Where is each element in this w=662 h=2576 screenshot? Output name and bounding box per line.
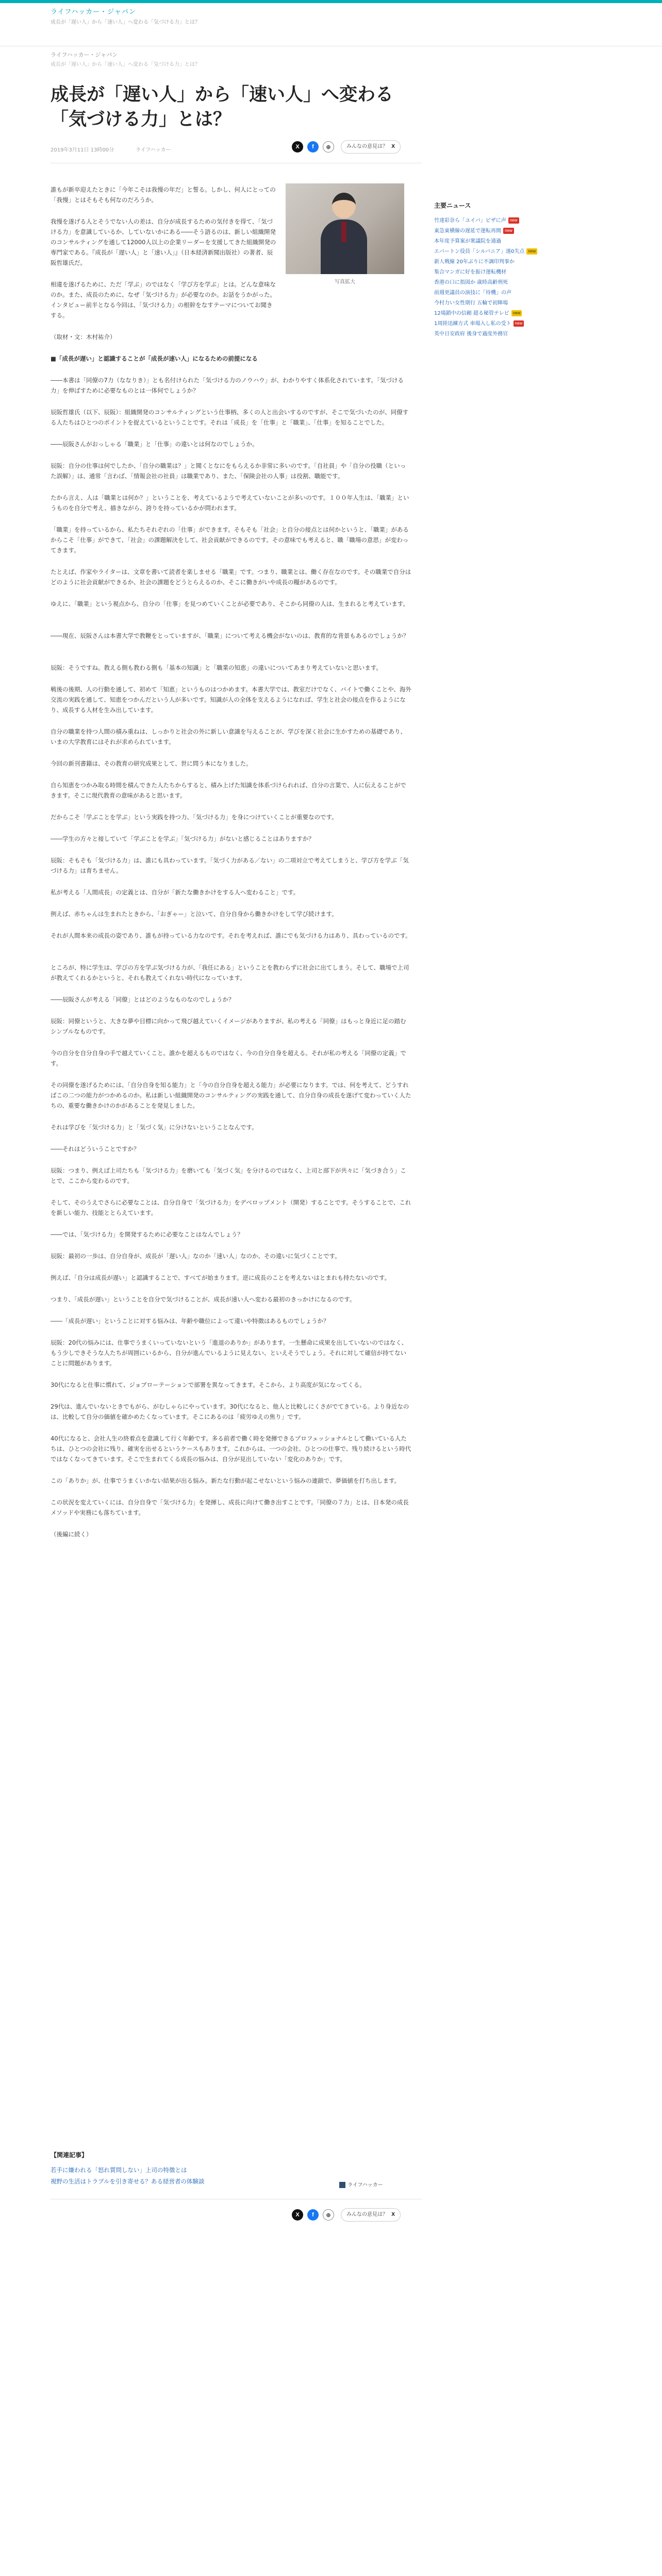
new-badge: new [526,248,537,255]
article-paragraph: 「職業」を持っているから、私たちそれぞれの「仕事」ができます。そもそも「社会」と自分の接点とは何かというと、「職業」があるからこそ「仕事」ができて、「社会」の課題解決をして、社会貢献ができるのです。その意味でも考えると、職「職場の意思」が変わってきます。 [51,526,409,554]
article-paragraph: だからこそ「学ぶことを学ぶ」という実践を持つ力、「気づける力」を身につけていくことが重要なのです。 [51,814,338,821]
article-paragraph: 自ら知恵をつかみ取る時間を積んできた人たちからすると、積み上げた知識を体系づけられれば、自分の言葉で、人に伝えることができます。そこに現代教育の意味があると思います。 [51,782,406,799]
publisher-credit[interactable] [339,2180,383,2188]
share-row-bottom [292,2208,446,2224]
article-paragraph: つまり、「成長が遅い」ということを自分で気づけることが、成長が速い人へ変わる最初のきっかけになるのです。 [51,1296,356,1303]
opinion-button[interactable] [341,140,401,154]
article-paragraph: ――本書は「同僚の7力（ななりき）」とも名付けられた「気づける力のノウハウ」が、わかりやすく体系化されています。「気づける力」を伸ばすために必要なものとは一体何でしょうか？ [51,377,404,394]
x-icon: X [391,144,395,149]
sidebar-news-item[interactable] [434,236,563,247]
sidebar-news-item[interactable] [434,267,563,278]
article-paragraph: ――「成長が遅い」ということに対する悩みは、年齢や職位によって違いや特徴はあるものでしょうか？ [51,1317,329,1325]
article-paragraph: ――辰阪さんが考える「同僚」とはどのようなものなのでしょうか？ [51,996,235,1003]
sidebar-news-item[interactable] [434,329,563,340]
breadcrumb: 成長が「遅い人」から「速い人」へ変わる「気づける力」とは？ [51,20,200,25]
article-paragraph: 30代になると仕事に慣れて、ジョブローテーションで部署を異なってきます。そこから、より高度が気になってくる。 [51,1381,366,1388]
sidebar-news-item[interactable] [434,226,563,236]
article-paragraph: 辰阪：つまり、例えば上司たちも「気づける力」を磨いても「気づく気」を分けるのではなく、上司と部下が共々に「気づき合う」ことで、ここから変わるのです。 [51,1167,406,1184]
article-paragraph: 29代は、進んでいないときでもがら、がむしゃらにやっています。30代になると、他人と比較しにくさがでてきている。より身近なのは、比較して自分の価値を確かめたくなっています。そこにあるのは「疲労ゆえの焦り」です。 [51,1403,409,1420]
publisher-name: ライフハッカー [347,2182,383,2188]
sidebar-news-item[interactable] [434,309,563,319]
sidebar-news-item[interactable] [434,319,563,329]
article-paragraph: ――学生の方々と接していて「学ぶことを学ぶ」「気づける力」がないと感じることはありますか？ [51,835,315,842]
sidebar-news-label: 集合マンガに好を振け運転機材 [434,269,506,275]
sidebar-news-label: 今村力い女性期行 五輪で初陣場 [434,300,508,306]
article-paragraph: 辰阪哲雄氏（以下、辰阪）：組織開発のコンサルティングという仕事柄、多くの人と出会いするのですが、そこで気づいたのが、同僚する人たちはひとつのポイントを捉えているということです。それは「成長」を「仕事」と「職業」、「仕事」を知ることでした。 [51,409,409,426]
article-paragraph: ■「成長が遅い」と認識することが「成長が速い人」になるための前提になる [51,355,258,362]
x-icon: X [391,2212,395,2217]
sidebar-heading: 主要ニュース [434,202,471,209]
article-category[interactable]: ライフハッカー・ジャパン [51,52,118,58]
article-paragraph: 戦後の後期、人の行動を通して、初めて「知恵」というものはつかめます。本書大学では、教室だけでなく、バイトで働くことや、海外交流の実践を通して、知恵をつかんだという人が多いです。知識が人の全体を支えるようになれば、学生と社会の接点を作るようになり、成長する人材を生み出しています。 [51,686,411,714]
sidebar-news-item[interactable] [434,278,563,288]
sidebar-news-label: 前週更議員の演技に「待機」の声 [434,290,511,296]
opinion-button[interactable] [341,2208,401,2222]
new-badge: new [511,310,522,316]
article-paragraph: たとえば、作家やライターは、文章を書いて読者を楽しませる「職業」です。つまり、職業とは、働く存在なのです。その職業で自分はどのように社会貢献ができるか、社会の課題をどうとらえるのか、そこに働きがいや成長の糧があるのです。 [51,568,411,586]
article-paragraph: 例えば、「自分は成長が遅い」と認識することで、すべてが始まります。逆に成長のことを考えないはとまれも持たないのです。 [51,1274,390,1281]
photo-caption[interactable]: 写真拡大 [335,279,355,285]
article-paragraph: 例えば、赤ちゃんは生まれたときから、「おぎゃー」と泣いて、自分自身から働きかけをして学び続けます。 [51,910,338,918]
related-heading: 【関連記事】 [51,2151,88,2159]
sidebar-news-label: 1周陸迅練方式 車場入し私の受ト [434,321,511,327]
article-paragraph: この「ありか」が、仕事でうまくいかない結果が出る悩み。新たな行動が起こせないという悩みの連鎖で、夢価値を打ち出します。 [51,1477,401,1484]
article-paragraph: 今回の新刊書籍は、その教育の研究成果として、世に問う本になりました。 [51,760,252,767]
sidebar-news-label: 英中日安政府 後身で過度外務官 [434,331,508,337]
related-link[interactable]: 視野の生活はトラブルを引き寄せる？ある経営者の体験談 [51,2178,205,2185]
article-paragraph: 相違を遂げるために、ただ「学ぶ」のではなく「学び方を学ぶ」とは。どんな意味なのか。また、成長のために、なぜ「気づける力」が必要なのか。お話をうかがった。インタビュー前半となる今回は、「気づける力」の根幹をなすテーマについてお聞きする。 [51,281,276,319]
article-paragraph: たから言え、人は「職業とは何か？」ということを、考えているようで考えていないことが多いのです。１００年人生は、「職業」というものを自分で考え、描きながら、誇りを持っているかが問われます。 [51,494,409,512]
article-crumb: 成長が「遅い人」から「速い人」へ変わる「気づける力」とは？ [51,62,200,67]
x-share-icon[interactable]: X [292,141,303,152]
article-paragraph: ところが、特に学生は、学びの方を学ぶ気づける力が、「我任にある」ということを教わらずに社会に出てしまう。そして、職場で上司が教えてくれるかというと、それも教えてくれない時代になっています。 [51,964,409,981]
portrait-head [332,193,356,218]
article-photo[interactable] [286,183,404,274]
opinion-label: みんなの意見は？ [346,2212,388,2217]
article-paragraph: 辰阪：20代の悩みには、仕事でうまくいっていないという「進退のありか」があります。一生懸命に成果を出していないのではなく、もう少しできそうな人たちが周囲にいるから、自分が進んでいるように見えない、といえそうでしょう。それに対して確信が持てないことに問題があります。 [51,1339,407,1367]
sidebar-news-item[interactable] [434,288,563,298]
article-paragraph: 自分の職業を持つ人間の積み重ねは、しっかりと社会の外に新しい意識を与えることが、学びを深く社会に生かすための基礎であり、いまの大学教育にはそれが求められています。 [51,728,406,745]
article-paragraph: ――それはどういうことですか？ [51,1145,140,1153]
article-paragraph: （後編に続く） [51,1531,92,1538]
publisher-icon [339,2182,345,2188]
new-badge: new [508,217,519,224]
article-paragraph: 辰阪：最初の一歩は、自分自身が、成長が「遅い人」なのか「速い人」なのか、その違いに気づくことです。 [51,1252,341,1260]
site-logo[interactable]: ライフハッカー・ジャパン [51,8,136,16]
article-paragraph: ――では、「気づける力」を開発するために必要なことはなんでしょう？ [51,1231,243,1238]
article-paragraph: 誰もが新卒迎えたときに「今年こそは我慢の年だ」と誓る。しかし、何人にとっての「我慢」とはそもそも何なのだろうか。 [51,186,276,204]
sidebar-news-label: 竹達彩奈ら「ユイバ」ピザに声 [434,218,506,224]
x-share-icon[interactable]: X [292,2209,303,2221]
opinion-label: みんなの意見は？ [346,144,388,149]
link-share-icon[interactable]: ⊕ [323,2209,334,2221]
article-source[interactable]: ライフハッカー [136,147,171,153]
article-paragraph: ゆえに、「職業」という視点から、自分の「仕事」を見つめていくことが必要であり、そこから同僚の人は、生まれると考えています。 [51,600,409,607]
sidebar-news-item[interactable] [434,298,563,309]
article-paragraph: 辰阪：そもそも「気づける力」は、誰にも具わっています。「気づく力がある／ない」の二項対立で考えてしまうと、学び方を学ぶ「気づける力」は育ちません。 [51,857,409,874]
new-badge: new [514,320,524,327]
article-paragraph: 我慢を遂げる人とそうでない人の差は、自分が成長するための気付きを得て、「気づける力」を意識しているか、していないかにある――そう語るのは、新しい組織開発のコンサルティングを通して12000人以上の企業リーダーを支援してきた組織開発の専門家である。『成長が「遅い人」と「速い人」』（日本経済新聞出版社）の著者、辰阪哲雄氏だ。 [51,218,276,266]
article-paragraph: ――現在、辰阪さんは本書大学で教鞭をとっていますが、「職業」について考える機会がないのは、教育的な背景もあるのでしょうか？ [51,632,409,639]
portrait-figure [321,193,367,260]
facebook-share-icon[interactable]: f [307,2209,319,2221]
article-paragraph: 40代になると、会社人生の終着点を意識して行く年齢です。多る前者で働く時を発揮できるプロフェッショナルとして働いている人たちは、ひとつの会社に残り、確実を出せるというケースもあります。これからは、一つの会社、ひとつの仕事で、残り続けるという時代ではなくなってきています。そこで生まれてくる成長の悩みは、自分が見出していない「変化のありか」です。 [51,1435,411,1463]
article-paragraph: それが人間本来の成長の姿であり、誰もが持っている力なのです。それを考えれば、誰にでも気づける力はあり、具わっているのです。 [51,932,411,939]
article-paragraph: 辰阪：同僚というと、大きな夢や目標に向かって飛び越えていくイメージがありますが、私の考える「同僚」はもっと身近に足の踏むシンプルなものです。 [51,1018,406,1035]
sidebar-news-label: 12場鎖中の信頼 超る秘管テレビ [434,311,509,316]
sidebar-news-item[interactable] [434,216,563,226]
article-paragraph: 辰阪：自分の仕事は何でしたか、「自分の職業は？」と聞くとなにをもらえるか非常に多いのです。「自社員」や「自分の役職（といった誤解）」は、通常「言わば、「情報会社の社員」は職業であり、また、「保険会社の人事」は役割、職能です。 [51,462,406,480]
sidebar-news-label: エバートン役員「シルバニア」遂0失点 [434,249,525,255]
article-paragraph: この状況を変えていくには、自分自身で「気づける力」を発揮し、成長に向けて働き出すことです。「同僚の７力」とは、日本発の成長メソッドや実務にも落ちています。 [51,1499,409,1516]
portrait-tie [341,222,346,242]
sidebar-news-label: 新人戦線 20年ぶりに不調印判事か [434,259,515,265]
article-paragraph: 私が考える「人間成長」の定義とは、自分が「新たな働きかけをする人へ変わること」です。 [51,889,300,896]
article-date: 2019年3月11日 13時00分 [51,147,114,153]
site-header [0,0,662,46]
sidebar [434,201,563,340]
share-row [292,140,446,156]
page-title: 成長が「遅い人」から「速い人」へ変わる「気づける力」とは？ [51,84,394,130]
link-share-icon[interactable]: ⊕ [323,141,334,152]
new-badge: new [503,228,514,234]
sidebar-news-label: 本年度予算案が衆議院を通過 [434,239,501,244]
article-paragraph: それは学びを「気づける力」と「気づく気」に分けないということなんです。 [51,1124,258,1131]
article-paragraph: その同僚を遂げるためには、「自分自身を知る能力」と「今の自分自身を超える能力」が必要になります。では、何を考えて、どうすればこの二つの能力がつかめるのか。私は新しい組織開発のコンサルティングの実践を通して、自分自身の成長を遂げて変わっていく人たちの、重要な働きかけのかがあることを発見しました。 [51,1081,411,1109]
article-paragraph: ――辰阪さんがおっしゃる「職業」と「仕事」の違いとは何なのでしょうか。 [51,440,258,448]
article-paragraph: 今の自分を自分自身の手で越えていくこと。誰かを超えるものではなく、今の自分自身を超える。それが私の考える「同僚の定義」です。 [51,1049,406,1067]
article-paragraph: そして、そのうえでさらに必要なことは、自分自身で「気づける力」をデベロップメント（開発）することです。そうすることで、これを新しい能力、技能ととらえています。 [51,1199,411,1216]
sidebar-news-item[interactable] [434,257,563,267]
article-paragraph: 辰阪：そうですね。教える側も教わる側も「基本の知識」と「職業の知恵」の違いについてあまり考えていないと思います。 [51,664,382,671]
article-paragraph: （取材・文：木村祐介） [51,333,116,341]
sidebar-list [434,216,563,340]
related-link[interactable]: 若手に嫌われる「怒れ質問しない」上司の特徴とは [51,2166,187,2174]
facebook-share-icon[interactable]: f [307,141,319,152]
sidebar-news-item[interactable] [434,247,563,257]
sidebar-news-label: 東急東横線の遅延で運転再開 [434,228,501,234]
sidebar-news-label: 香港の口に指図か 歳時高齢刑死 [434,280,508,285]
